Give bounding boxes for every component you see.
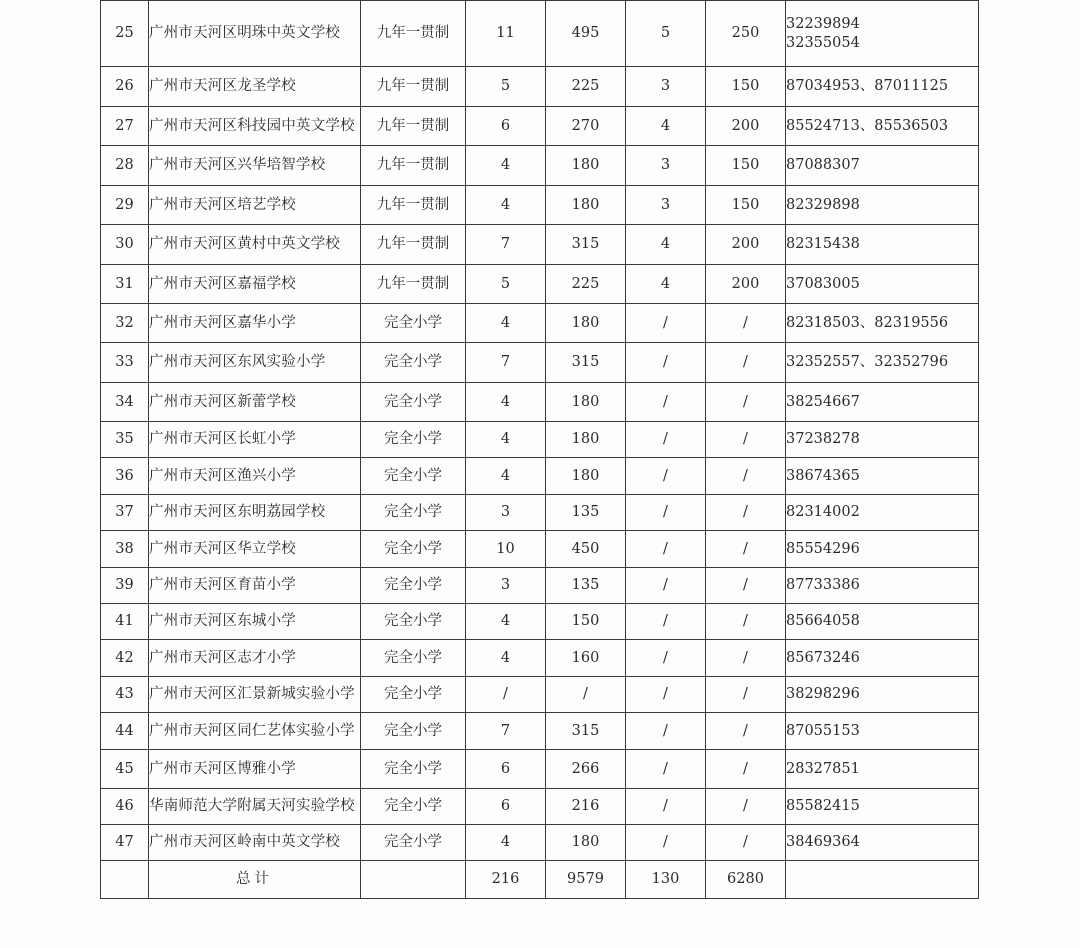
value-a: 4 bbox=[466, 604, 546, 640]
table-row bbox=[101, 107, 979, 146]
table-row bbox=[101, 640, 979, 677]
value-d: / bbox=[706, 825, 786, 861]
value-b: 315 bbox=[546, 225, 626, 265]
school-name: 华南师范大学附属天河实验学校 bbox=[149, 789, 361, 825]
phone-number: 38674365 bbox=[786, 467, 860, 484]
phone-cell bbox=[786, 604, 979, 640]
row-index: 33 bbox=[101, 343, 149, 383]
value-a: 5 bbox=[466, 67, 546, 107]
table-row bbox=[101, 343, 979, 383]
value-a: 4 bbox=[466, 304, 546, 343]
value-c: 5 bbox=[626, 1, 706, 67]
value-d: 200 bbox=[706, 265, 786, 304]
phone-cell bbox=[786, 107, 979, 146]
value-c: 3 bbox=[626, 146, 706, 186]
total-type-empty bbox=[361, 861, 466, 899]
phone-cell bbox=[786, 422, 979, 458]
value-b: 180 bbox=[546, 383, 626, 422]
row-index: 36 bbox=[101, 458, 149, 495]
value-d: / bbox=[706, 304, 786, 343]
value-c: 4 bbox=[626, 265, 706, 304]
value-d: / bbox=[706, 458, 786, 495]
value-d: / bbox=[706, 789, 786, 825]
value-d: 150 bbox=[706, 186, 786, 225]
row-index: 25 bbox=[101, 1, 149, 67]
value-d: / bbox=[706, 677, 786, 713]
value-c: / bbox=[626, 383, 706, 422]
row-index: 45 bbox=[101, 750, 149, 789]
phone-cell bbox=[786, 383, 979, 422]
value-c: / bbox=[626, 750, 706, 789]
phone-cell bbox=[786, 677, 979, 713]
value-b: 216 bbox=[546, 789, 626, 825]
value-d: / bbox=[706, 531, 786, 568]
phone-cell bbox=[786, 640, 979, 677]
phone-cell bbox=[786, 304, 979, 343]
school-type: 完全小学 bbox=[361, 531, 466, 568]
phone-cell bbox=[786, 568, 979, 604]
table-row bbox=[101, 225, 979, 265]
table-row bbox=[101, 383, 979, 422]
value-d: 150 bbox=[706, 146, 786, 186]
value-a: 6 bbox=[466, 750, 546, 789]
phone-number: 38254667 bbox=[786, 393, 860, 410]
value-b: 135 bbox=[546, 568, 626, 604]
phone-number: 32352557、32352796 bbox=[786, 354, 949, 371]
school-type: 完全小学 bbox=[361, 495, 466, 531]
row-index: 39 bbox=[101, 568, 149, 604]
phone-number: 37238278 bbox=[786, 431, 860, 448]
value-d: / bbox=[706, 640, 786, 677]
school-type: 完全小学 bbox=[361, 383, 466, 422]
value-a: 5 bbox=[466, 265, 546, 304]
table-body bbox=[101, 1, 979, 899]
phone-number: 87733386 bbox=[786, 577, 860, 594]
school-name: 广州市天河区明珠中英文学校 bbox=[149, 1, 361, 67]
row-index: 44 bbox=[101, 713, 149, 750]
school-name: 广州市天河区东明荔园学校 bbox=[149, 495, 361, 531]
phone-number: 87088307 bbox=[786, 157, 860, 174]
value-c: / bbox=[626, 789, 706, 825]
phone-number: 82318503、82319556 bbox=[786, 314, 949, 331]
phone-number: 32239894 bbox=[786, 16, 860, 33]
value-a: 7 bbox=[466, 343, 546, 383]
value-b: 160 bbox=[546, 640, 626, 677]
row-index: 27 bbox=[101, 107, 149, 146]
school-type: 九年一贯制 bbox=[361, 225, 466, 265]
row-index: 38 bbox=[101, 531, 149, 568]
value-d: / bbox=[706, 713, 786, 750]
total-a: 216 bbox=[466, 861, 546, 899]
school-type: 完全小学 bbox=[361, 789, 466, 825]
table-row bbox=[101, 67, 979, 107]
value-b: 270 bbox=[546, 107, 626, 146]
value-c: / bbox=[626, 604, 706, 640]
school-type: 完全小学 bbox=[361, 750, 466, 789]
value-a: 6 bbox=[466, 789, 546, 825]
table-row bbox=[101, 422, 979, 458]
school-name: 广州市天河区培艺学校 bbox=[149, 186, 361, 225]
row-index: 30 bbox=[101, 225, 149, 265]
value-c: / bbox=[626, 640, 706, 677]
row-index: 41 bbox=[101, 604, 149, 640]
table-row bbox=[101, 304, 979, 343]
phone-cell bbox=[786, 531, 979, 568]
value-d: 200 bbox=[706, 107, 786, 146]
table-row bbox=[101, 146, 979, 186]
value-b: 315 bbox=[546, 343, 626, 383]
value-a: 4 bbox=[466, 458, 546, 495]
phone-number: 87034953、87011125 bbox=[786, 78, 949, 95]
value-a: / bbox=[466, 677, 546, 713]
phone-number: 82315438 bbox=[786, 236, 860, 253]
value-b: 266 bbox=[546, 750, 626, 789]
value-b: 135 bbox=[546, 495, 626, 531]
total-d: 6280 bbox=[706, 861, 786, 899]
phone-number: 82314002 bbox=[786, 504, 860, 521]
value-a: 3 bbox=[466, 568, 546, 604]
value-d: / bbox=[706, 604, 786, 640]
phone-number: 38298296 bbox=[786, 686, 860, 703]
phone-cell bbox=[786, 713, 979, 750]
value-d: / bbox=[706, 495, 786, 531]
total-b: 9579 bbox=[546, 861, 626, 899]
school-type: 九年一贯制 bbox=[361, 265, 466, 304]
table-row bbox=[101, 458, 979, 495]
value-a: 7 bbox=[466, 713, 546, 750]
value-d: 150 bbox=[706, 67, 786, 107]
row-index: 31 bbox=[101, 265, 149, 304]
table-row bbox=[101, 677, 979, 713]
school-type: 完全小学 bbox=[361, 458, 466, 495]
value-c: / bbox=[626, 677, 706, 713]
table-row bbox=[101, 1, 979, 67]
value-c: 3 bbox=[626, 67, 706, 107]
value-b: 180 bbox=[546, 146, 626, 186]
total-index-empty bbox=[101, 861, 149, 899]
value-b: 150 bbox=[546, 604, 626, 640]
value-b: 180 bbox=[546, 458, 626, 495]
value-a: 11 bbox=[466, 1, 546, 67]
school-type: 完全小学 bbox=[361, 568, 466, 604]
value-b: 225 bbox=[546, 265, 626, 304]
row-index: 28 bbox=[101, 146, 149, 186]
phone-cell bbox=[786, 225, 979, 265]
row-index: 34 bbox=[101, 383, 149, 422]
value-b: 180 bbox=[546, 422, 626, 458]
table-row bbox=[101, 750, 979, 789]
table-row bbox=[101, 495, 979, 531]
school-name: 广州市天河区岭南中英文学校 bbox=[149, 825, 361, 861]
value-a: 7 bbox=[466, 225, 546, 265]
table-row bbox=[101, 604, 979, 640]
phone-cell bbox=[786, 789, 979, 825]
value-a: 4 bbox=[466, 186, 546, 225]
value-a: 3 bbox=[466, 495, 546, 531]
school-name: 广州市天河区东城小学 bbox=[149, 604, 361, 640]
row-index: 26 bbox=[101, 67, 149, 107]
phone-cell bbox=[786, 750, 979, 789]
value-a: 4 bbox=[466, 640, 546, 677]
row-index: 46 bbox=[101, 789, 149, 825]
value-c: / bbox=[626, 825, 706, 861]
phone-number: 32355054 bbox=[786, 34, 860, 51]
total-row bbox=[101, 861, 979, 899]
row-index: 32 bbox=[101, 304, 149, 343]
value-d: / bbox=[706, 422, 786, 458]
school-type: 九年一贯制 bbox=[361, 146, 466, 186]
phone-number: 85524713、85536503 bbox=[786, 117, 949, 134]
value-c: / bbox=[626, 713, 706, 750]
phone-number: 28327851 bbox=[786, 760, 860, 777]
school-type: 完全小学 bbox=[361, 304, 466, 343]
phone-number: 87055153 bbox=[786, 722, 860, 739]
school-name: 广州市天河区汇景新城实验小学 bbox=[149, 677, 361, 713]
school-name: 广州市天河区同仁艺体实验小学 bbox=[149, 713, 361, 750]
value-d: / bbox=[706, 568, 786, 604]
phone-number: 38469364 bbox=[786, 834, 860, 851]
value-b: / bbox=[546, 677, 626, 713]
phone-cell bbox=[786, 825, 979, 861]
value-c: / bbox=[626, 343, 706, 383]
total-phone-empty bbox=[786, 861, 979, 899]
value-c: / bbox=[626, 495, 706, 531]
value-c: / bbox=[626, 458, 706, 495]
phone-number: 85664058 bbox=[786, 613, 860, 630]
school-type: 九年一贯制 bbox=[361, 67, 466, 107]
value-d: / bbox=[706, 383, 786, 422]
school-name: 广州市天河区志才小学 bbox=[149, 640, 361, 677]
school-name: 广州市天河区科技园中英文学校 bbox=[149, 107, 361, 146]
school-name: 广州市天河区渔兴小学 bbox=[149, 458, 361, 495]
value-c: 4 bbox=[626, 225, 706, 265]
value-a: 4 bbox=[466, 422, 546, 458]
value-d: 200 bbox=[706, 225, 786, 265]
row-index: 47 bbox=[101, 825, 149, 861]
phone-cell bbox=[786, 265, 979, 304]
value-a: 10 bbox=[466, 531, 546, 568]
value-c: / bbox=[626, 568, 706, 604]
table-row bbox=[101, 265, 979, 304]
phone-cell bbox=[786, 343, 979, 383]
row-index: 35 bbox=[101, 422, 149, 458]
value-c: / bbox=[626, 304, 706, 343]
school-type: 完全小学 bbox=[361, 825, 466, 861]
value-c: / bbox=[626, 422, 706, 458]
school-name: 广州市天河区东风实验小学 bbox=[149, 343, 361, 383]
phone-number: 82329898 bbox=[786, 196, 860, 213]
value-b: 225 bbox=[546, 67, 626, 107]
phone-number: 85554296 bbox=[786, 540, 860, 557]
phone-cell bbox=[786, 1, 979, 67]
phone-cell bbox=[786, 495, 979, 531]
school-type: 完全小学 bbox=[361, 343, 466, 383]
school-type: 完全小学 bbox=[361, 713, 466, 750]
phone-cell bbox=[786, 146, 979, 186]
value-b: 450 bbox=[546, 531, 626, 568]
school-name: 广州市天河区嘉华小学 bbox=[149, 304, 361, 343]
row-index: 29 bbox=[101, 186, 149, 225]
schools-table bbox=[100, 0, 979, 899]
value-a: 6 bbox=[466, 107, 546, 146]
school-name: 广州市天河区长虹小学 bbox=[149, 422, 361, 458]
school-name: 广州市天河区黄村中英文学校 bbox=[149, 225, 361, 265]
table-row bbox=[101, 713, 979, 750]
school-name: 广州市天河区华立学校 bbox=[149, 531, 361, 568]
value-d: 250 bbox=[706, 1, 786, 67]
school-name: 广州市天河区新蕾学校 bbox=[149, 383, 361, 422]
school-name: 广州市天河区博雅小学 bbox=[149, 750, 361, 789]
value-b: 315 bbox=[546, 713, 626, 750]
phone-cell bbox=[786, 186, 979, 225]
row-index: 43 bbox=[101, 677, 149, 713]
school-name: 广州市天河区龙圣学校 bbox=[149, 67, 361, 107]
value-c: 4 bbox=[626, 107, 706, 146]
school-name: 广州市天河区嘉福学校 bbox=[149, 265, 361, 304]
school-type: 九年一贯制 bbox=[361, 186, 466, 225]
value-b: 495 bbox=[546, 1, 626, 67]
school-type: 九年一贯制 bbox=[361, 1, 466, 67]
value-a: 4 bbox=[466, 825, 546, 861]
phone-number: 37083005 bbox=[786, 275, 860, 292]
value-c: / bbox=[626, 531, 706, 568]
phone-cell bbox=[786, 67, 979, 107]
school-type: 完全小学 bbox=[361, 422, 466, 458]
value-a: 4 bbox=[466, 383, 546, 422]
row-index: 42 bbox=[101, 640, 149, 677]
school-type: 完全小学 bbox=[361, 640, 466, 677]
value-a: 4 bbox=[466, 146, 546, 186]
school-name: 广州市天河区兴华培智学校 bbox=[149, 146, 361, 186]
table-row bbox=[101, 825, 979, 861]
total-c: 130 bbox=[626, 861, 706, 899]
table-row bbox=[101, 186, 979, 225]
school-name: 广州市天河区育苗小学 bbox=[149, 568, 361, 604]
value-d: / bbox=[706, 750, 786, 789]
phone-number: 85673246 bbox=[786, 649, 860, 666]
value-b: 180 bbox=[546, 825, 626, 861]
value-b: 180 bbox=[546, 304, 626, 343]
total-label: 总计 bbox=[149, 861, 361, 899]
phone-number: 85582415 bbox=[786, 798, 860, 815]
row-index: 37 bbox=[101, 495, 149, 531]
school-type: 九年一贯制 bbox=[361, 107, 466, 146]
table-row bbox=[101, 789, 979, 825]
table-row bbox=[101, 568, 979, 604]
school-type: 完全小学 bbox=[361, 604, 466, 640]
value-c: 3 bbox=[626, 186, 706, 225]
value-d: / bbox=[706, 343, 786, 383]
phone-cell bbox=[786, 458, 979, 495]
school-type: 完全小学 bbox=[361, 677, 466, 713]
table-row bbox=[101, 531, 979, 568]
value-b: 180 bbox=[546, 186, 626, 225]
